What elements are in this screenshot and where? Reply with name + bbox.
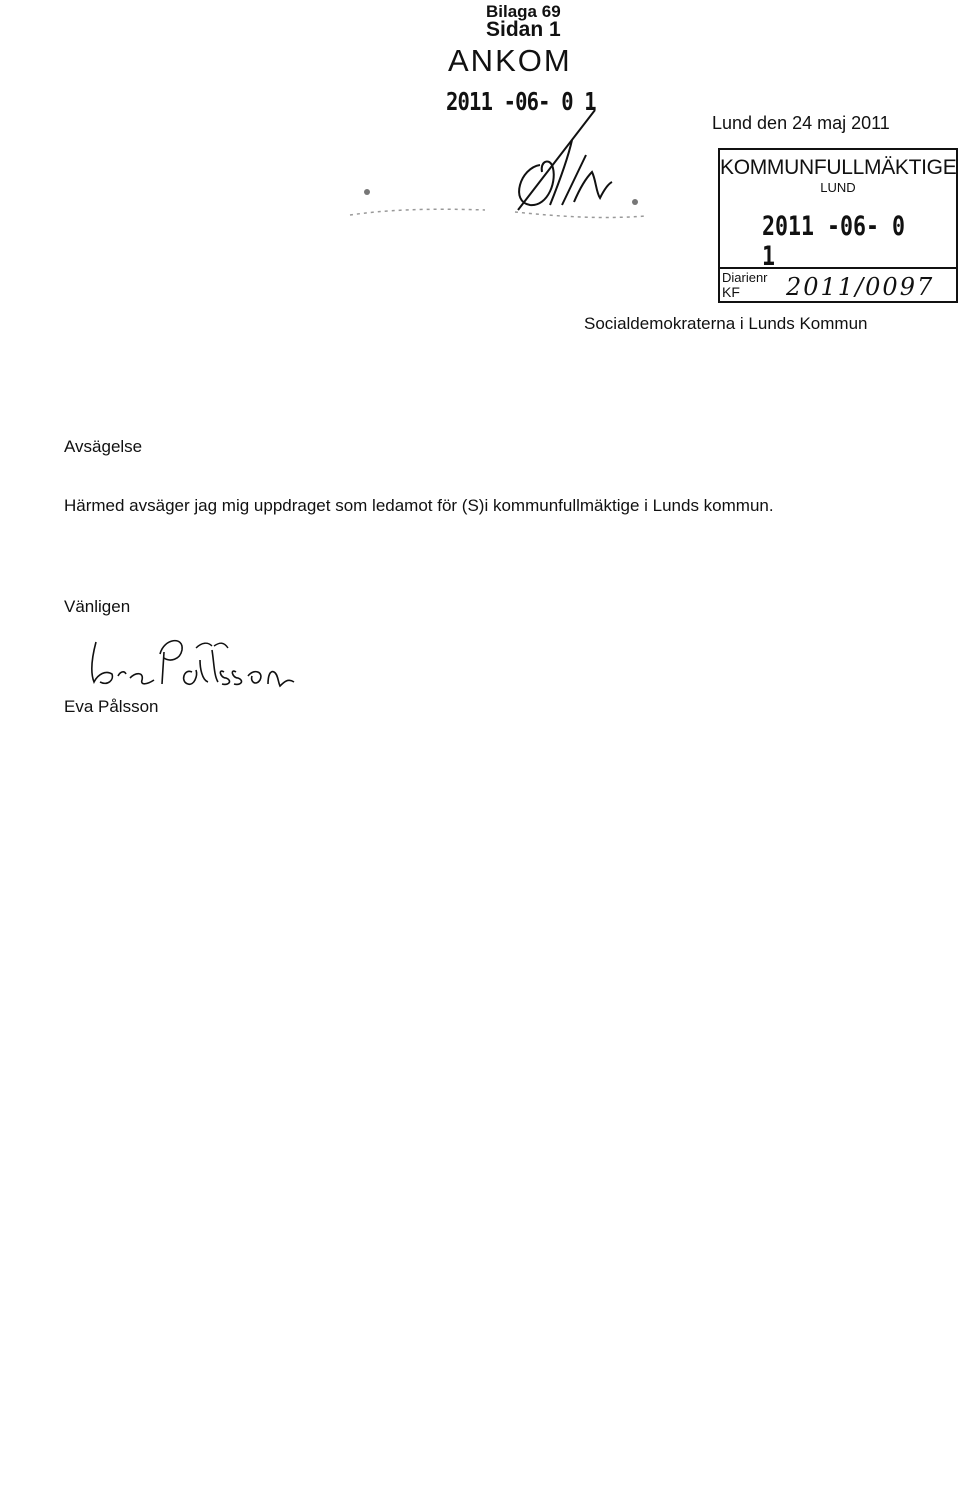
letter-body: Härmed avsäger jag mig uppdraget som ledamot för (S)i kommunfullmäktige i Lunds kommun. — [64, 496, 774, 515]
registry-diarienr-label: Diarienr — [722, 270, 768, 285]
scan-noise — [345, 180, 665, 230]
annex-label: Bilaga 69 — [486, 2, 561, 21]
registry-stamp-title: KOMMUNFULLMÄKTIGE — [720, 156, 957, 179]
page-label: Sidan 1 — [486, 18, 561, 41]
organization-name: Socialdemokraterna i Lunds Kommun — [584, 314, 868, 333]
registry-stamp-divider — [720, 267, 956, 269]
place-date: Lund den 24 maj 2011 — [712, 113, 890, 133]
handwritten-signature — [84, 632, 324, 692]
registry-kf-label: KF — [722, 284, 740, 300]
signatory-name: Eva Pålsson — [64, 697, 159, 716]
received-stamp-label: ANKOM — [448, 43, 572, 78]
registry-diarienr-value: 2011/0097 — [786, 273, 935, 301]
registry-stamp-subtitle: LUND — [820, 180, 856, 195]
received-stamp-date: 2011 -06- 0 1 — [446, 87, 596, 116]
letter-closing: Vänligen — [64, 597, 131, 616]
letter-heading: Avsägelse — [64, 437, 143, 456]
registry-stamp — [718, 148, 958, 303]
registry-stamp-date: 2011 -06- 0 1 — [762, 211, 906, 272]
